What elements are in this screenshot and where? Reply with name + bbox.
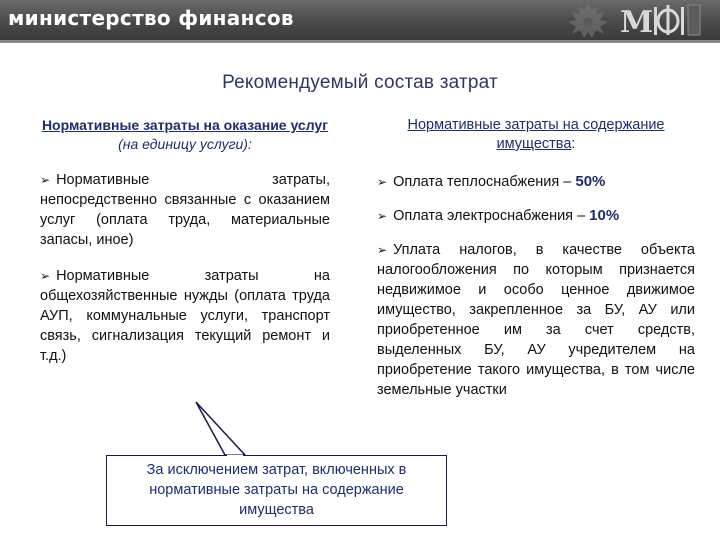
percentage-value: 50% bbox=[575, 173, 606, 190]
header-divider bbox=[0, 40, 720, 43]
list-item: ➢ Нормативные затраты на общехозяйственные нужды (оплата труда АУП, коммунальные услуги, транспорт связь, сигнализация текущий ремонт и т.д.) bbox=[40, 268, 330, 364]
list-item: ➢ Уплата налогов, в качестве объекта налогообложения по которым признается недвижимое и особо ценное движимое имущество, закрепленное за БУ, АУ или приобретенное им за счет средств, выделенных БУ, АУ учредителем на приобретение такого имущества, в том числе земельные участки bbox=[377, 242, 695, 398]
right-column-heading: Нормативные затраты на содержание имущества: bbox=[407, 117, 665, 152]
arrow-bullet-icon: ➢ bbox=[40, 269, 51, 283]
ministry-brand: министерство финансов bbox=[8, 6, 294, 30]
arrow-bullet-icon: ➢ bbox=[377, 209, 388, 223]
list-item: ➢ Нормативные затраты, непосредственно связанные с оказанием услуг (оплата труда, материальные запасы, иное) bbox=[40, 172, 330, 248]
slide-title: Рекомендуемый состав затрат bbox=[222, 72, 498, 93]
coat-of-arms-icon bbox=[562, 0, 614, 40]
mf-logo-icon bbox=[616, 1, 712, 39]
left-column-subheading: (на единицу услуги): bbox=[118, 136, 252, 152]
arrow-bullet-icon: ➢ bbox=[377, 243, 388, 257]
arrow-bullet-icon: ➢ bbox=[40, 173, 51, 187]
right-column bbox=[377, 116, 695, 400]
callout-note: За исключением затрат, включенных в нормативные затраты на содержание имущества bbox=[106, 455, 447, 526]
left-column-heading: Нормативные затраты на оказание услуг bbox=[41, 117, 329, 133]
left-column bbox=[40, 116, 330, 366]
header-bar bbox=[0, 0, 720, 40]
list-item: ➢ Оплата теплоснабжения – 50% bbox=[377, 173, 606, 190]
svg-text:М: М bbox=[620, 5, 654, 39]
percentage-value: 10% bbox=[589, 207, 620, 224]
arrow-bullet-icon: ➢ bbox=[377, 175, 388, 189]
list-item: ➢ Оплата электроснабжения – 10% bbox=[377, 207, 620, 224]
